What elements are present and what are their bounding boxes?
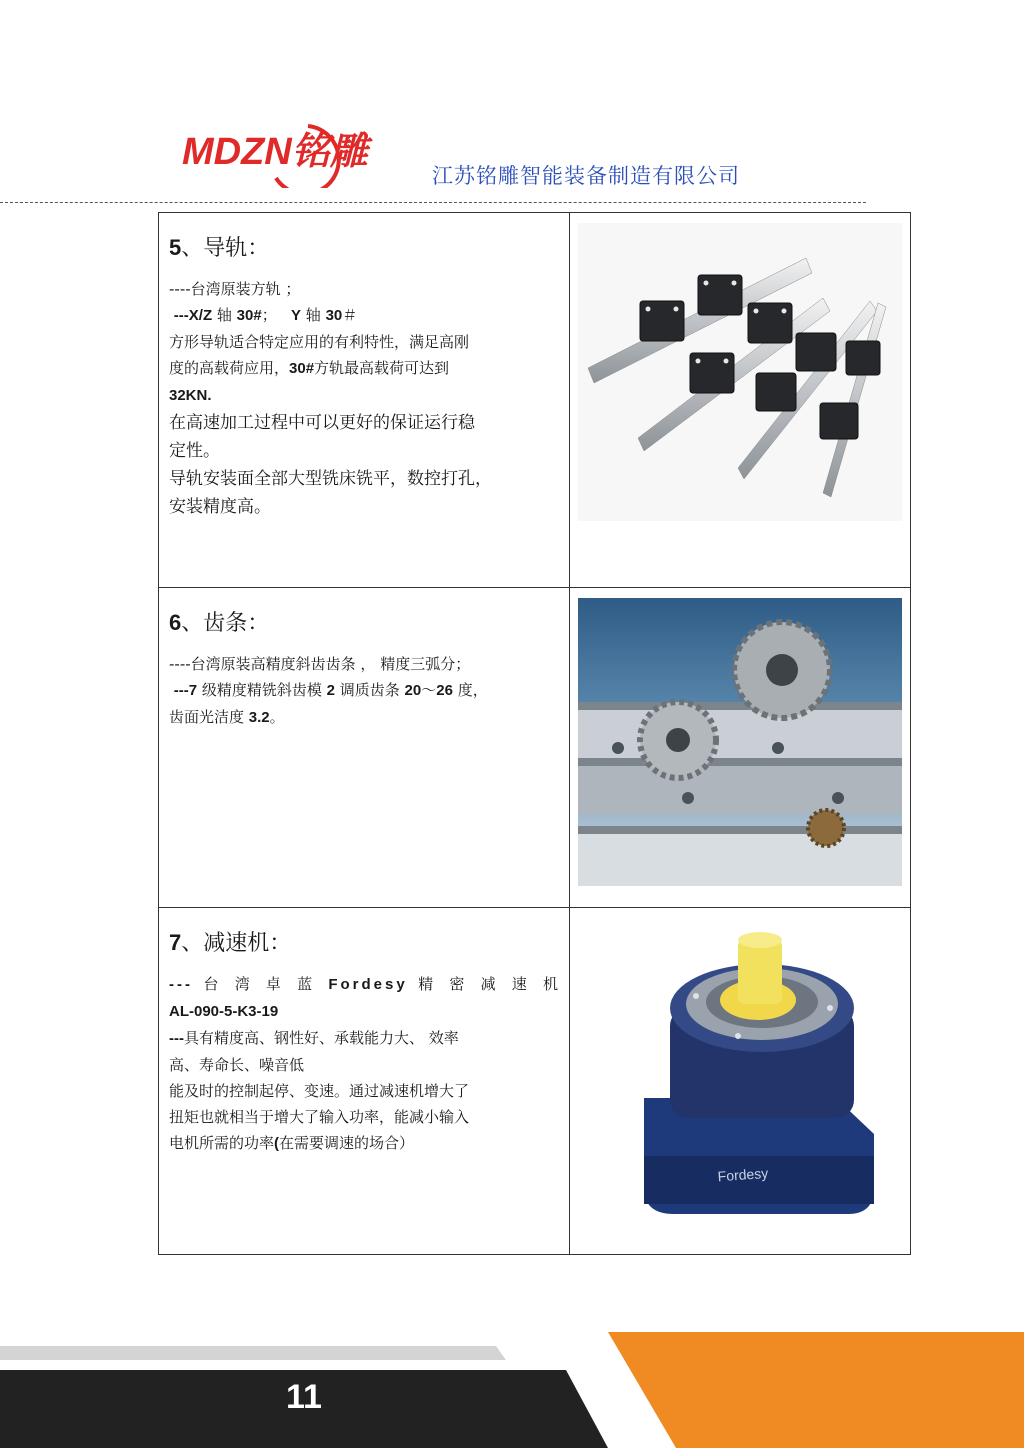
gear-rack-illustration (578, 598, 902, 886)
section-text (159, 908, 570, 1255)
section-title: 5、导轨： (169, 235, 270, 261)
header-divider (0, 202, 866, 203)
footer-banner (0, 1330, 1024, 1448)
company-name: 江苏铭雕智能装备制造有限公司 (432, 164, 740, 188)
text-line: 32KN. (169, 387, 212, 404)
text-line: 定性。 (169, 441, 220, 461)
text-line: ---X/Z 轴 30#； Y 轴 30＃ (173, 306, 358, 324)
text-line: ---7 级精度精铣斜齿模 2 调质齿条 20～26 度， (173, 681, 488, 699)
footer-gray-stripe (0, 1346, 506, 1360)
text-line: 能及时的控制起停、变速。通过减速机增大了 (169, 1082, 470, 1100)
linear-guide-photo (578, 223, 902, 521)
text-line: 度的高载荷应用，30#方轨最高载荷可达到 (169, 359, 450, 377)
text-line: ---具有精度高、钢性好、承载能力大、 效率 (169, 1029, 459, 1047)
reducer-brand-label: Fordesy (717, 1164, 769, 1185)
company-logo (180, 118, 410, 188)
footer-orange-band (608, 1332, 1024, 1448)
section-title: 6、齿条： (169, 610, 270, 636)
text-line: 高、寿命长、噪音低 (169, 1056, 305, 1074)
table-row (159, 213, 911, 588)
section-text (159, 213, 570, 588)
text-line: 齿面光洁度 3.2。 (169, 708, 285, 726)
logo-text: MDZN铭雕 (182, 131, 368, 173)
text-line: ----台湾原装方轨 ； (169, 280, 301, 298)
section-title: 7、减速机： (169, 930, 292, 956)
reducer-illustration (578, 918, 902, 1224)
text-line: ----台湾原装高精度斜齿齿条 ， 精度三弧分； (169, 655, 471, 673)
spec-table (158, 212, 911, 1255)
table-row (159, 908, 911, 1255)
section-image-cell (570, 213, 911, 588)
text-line: AL-090-5-K3-19 (169, 1003, 279, 1020)
text-line: --- 台 湾 卓 蓝 Fordesy 精 密 减 速 机 (169, 975, 562, 993)
text-line: 电机所需的功率(在需要调速的场合） (169, 1134, 415, 1152)
text-line: 在高速加工过程中可以更好的保证运行稳 (169, 413, 475, 433)
section-image-cell (570, 908, 911, 1255)
section-text (159, 588, 570, 908)
page-number: 11 (286, 1378, 322, 1416)
text-line: 方形导轨适合特定应用的有利特性，满足高刚 (169, 333, 470, 351)
table-row (159, 588, 911, 908)
section-image-cell (570, 588, 911, 908)
text-line: 安装精度高。 (169, 497, 271, 517)
text-line: 导轨安装面全部大型铣床铣平，数控打孔， (169, 469, 492, 489)
gear-rack-photo (578, 598, 902, 886)
text-line: 扭矩也就相当于增大了输入功率，能减小输入 (169, 1108, 470, 1126)
linear-guide-illustration (578, 223, 902, 521)
reducer-photo (578, 918, 902, 1224)
